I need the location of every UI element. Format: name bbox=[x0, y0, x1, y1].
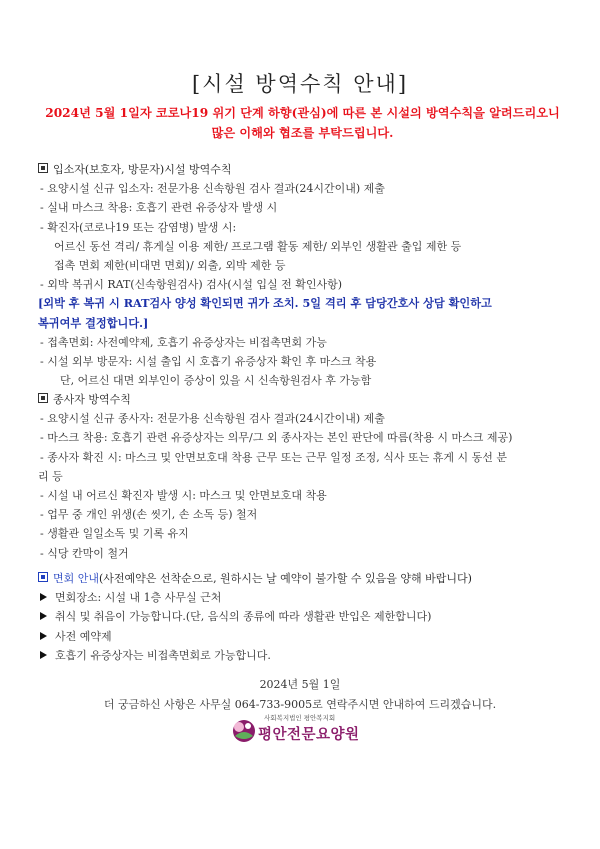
visitors-line: - 시설 외부 방문자: 시설 출입 시 호흡기 유증상자 확인 후 마스크 착용 bbox=[40, 355, 377, 369]
square-bullet-icon bbox=[38, 163, 48, 173]
staff-line: - 마스크 착용: 호흡기 관련 유증상자는 의무/그 외 종사자는 본인 판단에 따름(착용 시 마스크 제공) bbox=[40, 431, 513, 445]
staff-line: - 식당 칸막이 철거 bbox=[40, 546, 129, 560]
meeting-item: 면회장소: 시설 내 1층 사무실 근처 bbox=[38, 588, 578, 607]
visitors-line: - 요양시설 신규 입소자: 전문가용 신속항원 검사 결과(24시간이내) 제출 bbox=[40, 182, 385, 196]
footer-date: 2024년 5월 1일 bbox=[259, 678, 341, 691]
triangle-bullet-icon bbox=[40, 632, 47, 640]
visitors-line: - 실내 마스크 착용: 호흡기 관련 유증상자 발생 시 bbox=[40, 201, 278, 215]
meeting-heading: 면회 안내(사전예약은 선착순으로, 원하시는 날 예약이 불가할 수 있음을 양해 바랍니다) bbox=[38, 569, 578, 588]
visitors-line: 접촉 면회 제한(비대면 면회)/ 외출, 외박 제한 등 bbox=[54, 259, 286, 273]
meeting-item: 사전 예약제 bbox=[38, 627, 578, 646]
triangle-bullet-icon bbox=[40, 612, 47, 620]
notice-statement bbox=[40, 103, 565, 143]
visitors-line: 어르신 동선 격리/ 휴게실 이용 제한/ 프로그램 활동 제한/ 외부인 생활관 출입 제한 등 bbox=[54, 239, 462, 253]
rat-alert-line-1: [외박 후 복귀 시 RAT검사 양성 확인되면 귀가 조치. 5일 격리 후 담당간호사 상담 확인하고 bbox=[38, 296, 492, 311]
visitors-line: - 확진자(코로나19 또는 감염병) 발생 시: bbox=[40, 220, 237, 234]
logo-mark-icon bbox=[230, 718, 258, 744]
organization-logo bbox=[230, 710, 380, 750]
staff-line: - 종사자 확진 시: 마스크 및 안면보호대 착용 근무 또는 근무 일정 조정, 식사 또는 휴게 시 동선 분 bbox=[40, 450, 508, 464]
logo-subtitle: 사회복지법인 평안복지회 bbox=[264, 714, 336, 722]
staff-section bbox=[38, 390, 578, 563]
staff-line: - 생활관 일일소독 및 기록 유지 bbox=[40, 527, 189, 541]
square-bullet-icon bbox=[38, 393, 48, 403]
meeting-item: 호흡기 유증상자는 비접촉면회로 가능합니다. bbox=[38, 646, 578, 665]
staff-line: - 요양시설 신규 종사자: 전문가용 신속항원 검사 결과(24시간이내) 제출 bbox=[40, 412, 385, 426]
staff-line: - 시설 내 어르신 확진자 발생 시: 마스크 및 안면보호대 착용 bbox=[40, 489, 327, 503]
visitors-heading: 입소자(보호자, 방문자)시설 방역수칙 bbox=[38, 160, 578, 179]
visitors-line: 단, 어르신 대면 외부인이 증상이 있을 시 신속항원검사 후 가능함 bbox=[60, 374, 372, 388]
footer-contact: 더 궁금하신 사항은 사무실 064-733-9005로 연락주시면 안내하여 드리겠습니다. bbox=[103, 698, 497, 711]
meeting-item: 취식 및 취음이 가능합니다.(단, 음식의 종류에 따라 생활관 반입은 제한합니다) bbox=[38, 607, 578, 626]
rat-alert-line-2: 복귀여부 결정합니다.] bbox=[38, 315, 149, 330]
square-bullet-icon bbox=[38, 572, 48, 582]
visitors-line: - 접촉면회: 사전예약제, 호흡기 유증상자는 비접촉면회 가능 bbox=[40, 335, 327, 349]
triangle-bullet-icon bbox=[40, 651, 47, 659]
meeting-section bbox=[38, 569, 578, 665]
visitors-line: - 외박 복귀시 RAT(신속항원검사) 검사(시설 입실 전 확인사항) bbox=[40, 278, 343, 292]
staff-line: - 업무 중 개인 위생(손 씻기, 손 소독 등) 철저 bbox=[40, 508, 258, 522]
logo-name: 평안전문요양원 bbox=[258, 726, 360, 743]
staff-heading: 종사자 방역수칙 bbox=[38, 390, 578, 409]
staff-line: 리 등 bbox=[38, 469, 63, 483]
notice-line-2: 많은 이해와 협조를 부탁드립니다. bbox=[211, 126, 394, 140]
triangle-bullet-icon bbox=[40, 593, 47, 601]
notice-line-1: 2024년 5월 1일자 코로나19 위기 단계 하향(관심)에 따른 본 시설의 방역수칙을 알려드리오니 bbox=[45, 106, 560, 120]
page-title: [시설 방역수칙 안내] bbox=[191, 72, 409, 96]
visitors-section bbox=[38, 160, 578, 390]
